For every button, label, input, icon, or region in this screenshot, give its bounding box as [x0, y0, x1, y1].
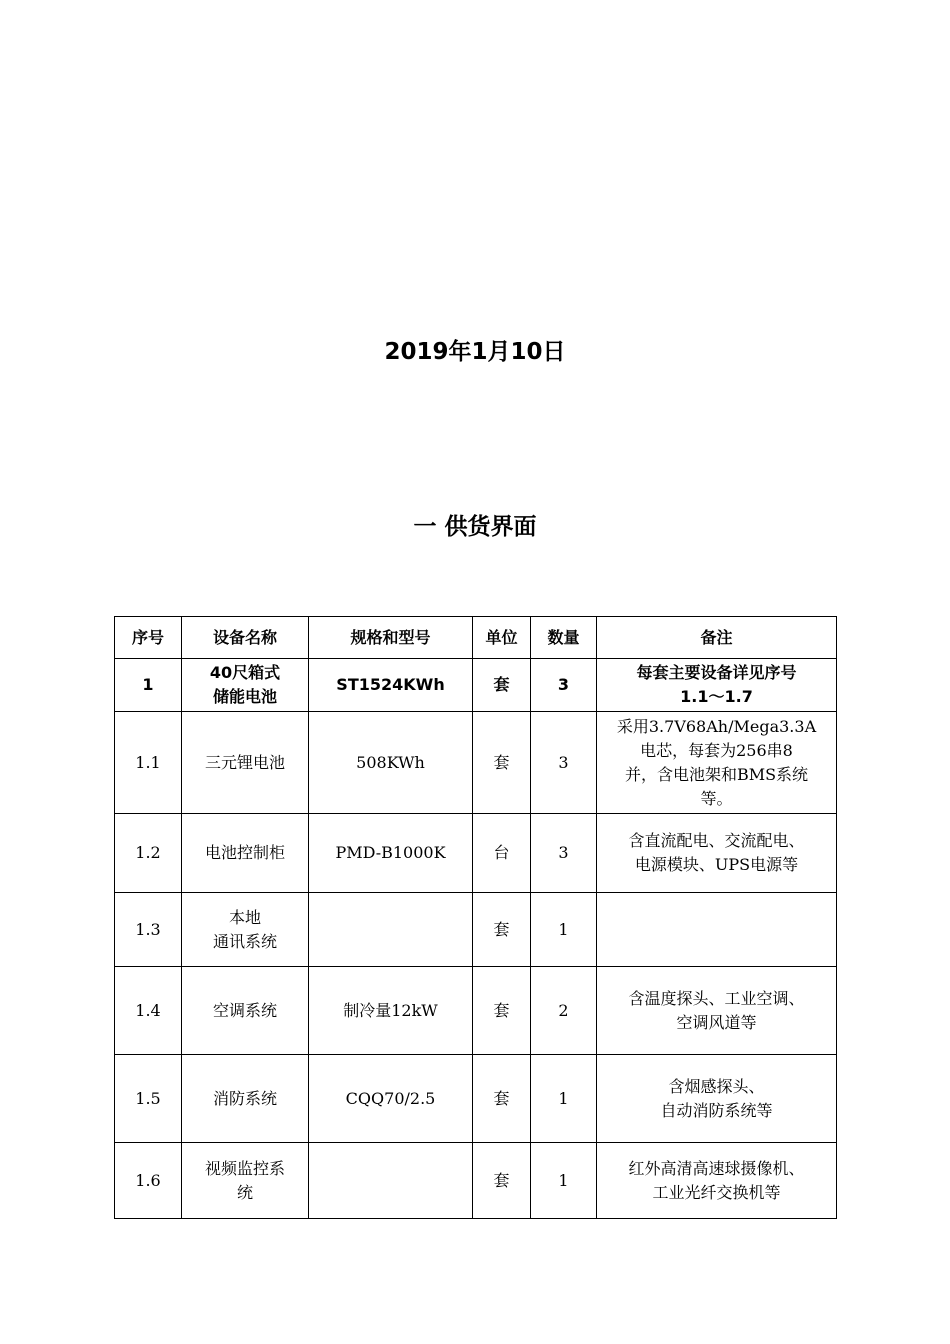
document-date: 2019年1月10日	[384, 339, 566, 365]
cell-unit: 台	[473, 814, 531, 893]
cell-note: 含温度探头、工业空调、 空调风道等	[597, 967, 837, 1055]
cell-no: 1.3	[115, 893, 182, 967]
cell-qty: 1	[531, 1055, 597, 1143]
cell-no: 1.1	[115, 712, 182, 814]
cell-qty: 2	[531, 967, 597, 1055]
table-row	[115, 1055, 837, 1143]
cell-spec: 508KWh	[309, 712, 473, 814]
cell-note: 每套主要设备详见序号 1.1～1.7	[597, 659, 837, 712]
cell-note: 红外高清高速球摄像机、 工业光纤交换机等	[597, 1143, 837, 1219]
cell-no: 1	[115, 659, 182, 712]
cell-note	[597, 893, 837, 967]
cell-unit: 套	[473, 893, 531, 967]
cell-no: 1.5	[115, 1055, 182, 1143]
cell-name: 40尺箱式 储能电池	[182, 659, 309, 712]
cell-spec	[309, 893, 473, 967]
header-name: 设备名称	[182, 617, 309, 659]
table-row	[115, 712, 837, 814]
cell-note: 含烟感探头、 自动消防系统等	[597, 1055, 837, 1143]
cell-spec: CQQ70/2.5	[309, 1055, 473, 1143]
cell-spec: ST1524KWh	[309, 659, 473, 712]
table-header-row	[115, 617, 837, 659]
cell-name: 电池控制柜	[182, 814, 309, 893]
cell-unit: 套	[473, 659, 531, 712]
cell-no: 1.6	[115, 1143, 182, 1219]
table-row	[115, 967, 837, 1055]
table-row	[115, 814, 837, 893]
supply-table	[114, 616, 837, 1219]
cell-no: 1.4	[115, 967, 182, 1055]
cell-unit: 套	[473, 1143, 531, 1219]
section-title: 一 供货界面	[413, 514, 537, 540]
header-note: 备注	[597, 617, 837, 659]
cell-qty: 1	[531, 1143, 597, 1219]
header-qty: 数量	[531, 617, 597, 659]
table-row	[115, 893, 837, 967]
cell-qty: 3	[531, 814, 597, 893]
header-unit: 单位	[473, 617, 531, 659]
cell-qty: 3	[531, 659, 597, 712]
cell-qty: 3	[531, 712, 597, 814]
header-spec: 规格和型号	[309, 617, 473, 659]
cell-name: 空调系统	[182, 967, 309, 1055]
cell-name: 本地 通讯系统	[182, 893, 309, 967]
cell-spec	[309, 1143, 473, 1219]
cell-unit: 套	[473, 967, 531, 1055]
cell-note: 采用3.7V68Ah/Mega3.3A 电芯，每套为256串8 并，含电池架和BMS系统 等。	[597, 712, 837, 814]
cell-qty: 1	[531, 893, 597, 967]
table-row	[115, 1143, 837, 1219]
cell-name: 三元锂电池	[182, 712, 309, 814]
cell-name: 消防系统	[182, 1055, 309, 1143]
header-no: 序号	[115, 617, 182, 659]
cell-name: 视频监控系 统	[182, 1143, 309, 1219]
cell-spec: 制冷量12kW	[309, 967, 473, 1055]
cell-note: 含直流配电、交流配电、 电源模块、UPS电源等	[597, 814, 837, 893]
cell-spec: PMD-B1000K	[309, 814, 473, 893]
cell-unit: 套	[473, 712, 531, 814]
cell-unit: 套	[473, 1055, 531, 1143]
cell-no: 1.2	[115, 814, 182, 893]
table-row	[115, 659, 837, 712]
